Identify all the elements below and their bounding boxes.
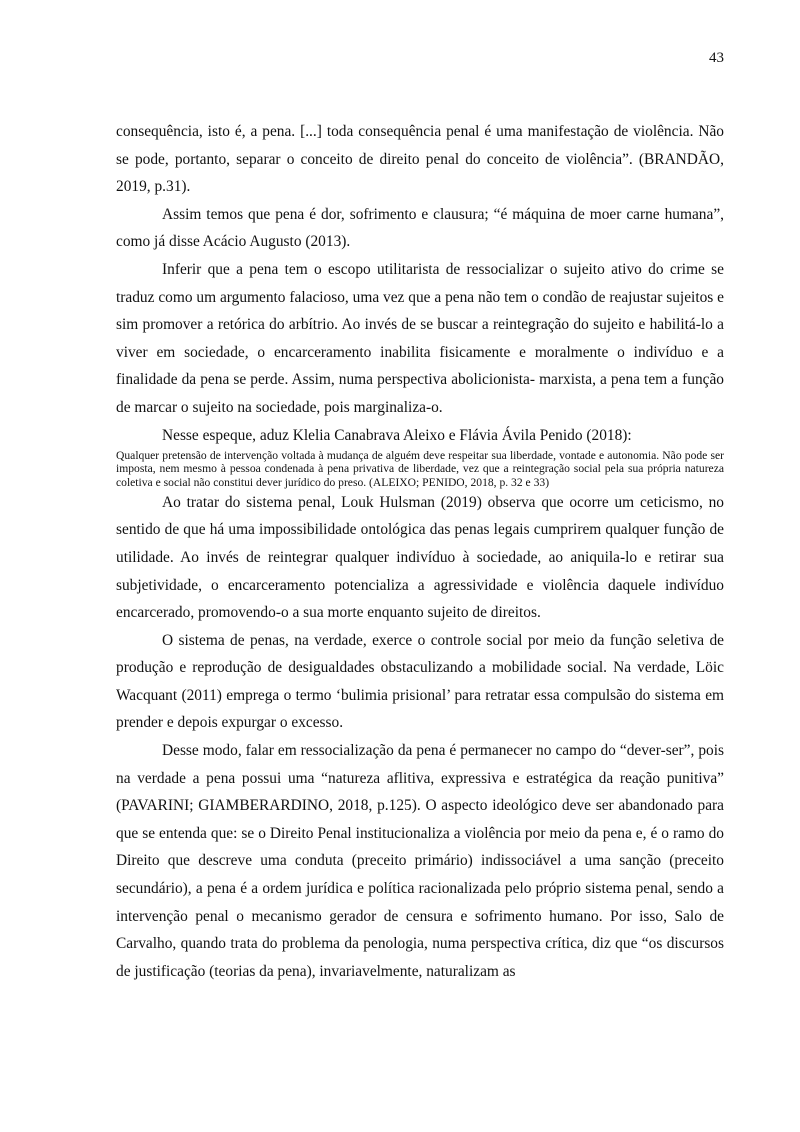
page-number: 43 xyxy=(709,50,724,66)
paragraph: Ao tratar do sistema penal, Louk Hulsman (2019) observa que ocorre um ceticismo, no sentido de que há uma impossibilidade ontológica das penas legais cumprirem qualquer função de utilidade. Ao invés de reintegrar qualquer indivíduo à sociedade, ao aniquila-lo e retirar sua subjetividade, o encarceramento potencializa a agressividade e violência daquele indivíduo encarcerado, promovendo-o a sua morte enquanto sujeito de direitos. xyxy=(116,493,724,622)
paragraph: Nesse espeque, aduz Klelia Canabrava Aleixo e Flávia Ávila Penido (2018): xyxy=(162,426,632,444)
paragraph: Inferir que a pena tem o escopo utilitarista de ressocializar o sujeito ativo do crime se traduz como um argumento falacioso, uma vez que a pena não tem o condão de reajustar sujeitos e sim promover a retórica do arbítrio. Ao invés de se buscar a reintegração do sujeito e habilitá-lo a viver em sociedade, o encarceramento inabilita fisicamente e moralmente o indivíduo e a finalidade da pena se perde. Assim, numa perspectiva abolicionista- marxista, a pena tem a função de marcar o sujeito na sociedade, pois marginaliza-o. xyxy=(116,260,724,416)
paragraph-continuation: consequência, isto é, a pena. [...] toda consequência penal é uma manifestação de violência. Não se pode, portanto, separar o conceito de direito penal do conceito de violência”. (BRANDÃO, 2019, p.31). xyxy=(116,123,724,196)
paragraph: O sistema de penas, na verdade, exerce o controle social por meio da função seletiva de produção e reprodução de desigualdades obstaculizando a mobilidade social. Na verdade, Löic Wacquant (2011) emprega o termo ‘bulimia prisional’ para retratar essa compulsão do sistema em prender e depois expurgar o excesso. xyxy=(116,631,724,732)
paragraph: Assim temos que pena é dor, sofrimento e clausura; “é máquina de moer carne humana”, como já disse Acácio Augusto (2013). xyxy=(116,205,724,251)
block-quote: Qualquer pretensão de intervenção voltada à mudança de alguém deve respeitar sua liberdade, vontade e autonomia. Não pode ser imposta, nem mesmo à pessoa condenada à pena privativa de liberdade, vez que a reintegração social pela sua própria natureza coletiva e social não constitui dever jurídico do preso. (ALEIXO; PENIDO, 2018, p. 32 e 33) xyxy=(116,449,724,489)
paragraph: Desse modo, falar em ressocialização da pena é permanecer no campo do “dever-ser”, pois na verdade a pena possui uma “natureza aflitiva, expressiva e estratégica da reação punitiva” (PAVARINI; GIAMBERARDINO, 2018, p.125). O aspecto ideológico deve ser abandonado para que se entenda que: se o Direito Penal institucionaliza a violência por meio da pena e, é o ramo do Direito que descreve uma conduta (preceito primário) indissociável a uma sanção (preceito secundário), a pena é a ordem jurídica e política racionalizada pelo próprio sistema penal, sendo a intervenção penal o mecanismo gerador de censura e sofrimento humano. Por isso, Salo de Carvalho, quando trata do problema da penologia, numa perspectiva crítica, diz que “os discursos de justificação (teorias da pena), invariavelmente, naturalizam as xyxy=(116,742,724,980)
document-body xyxy=(116,118,724,985)
